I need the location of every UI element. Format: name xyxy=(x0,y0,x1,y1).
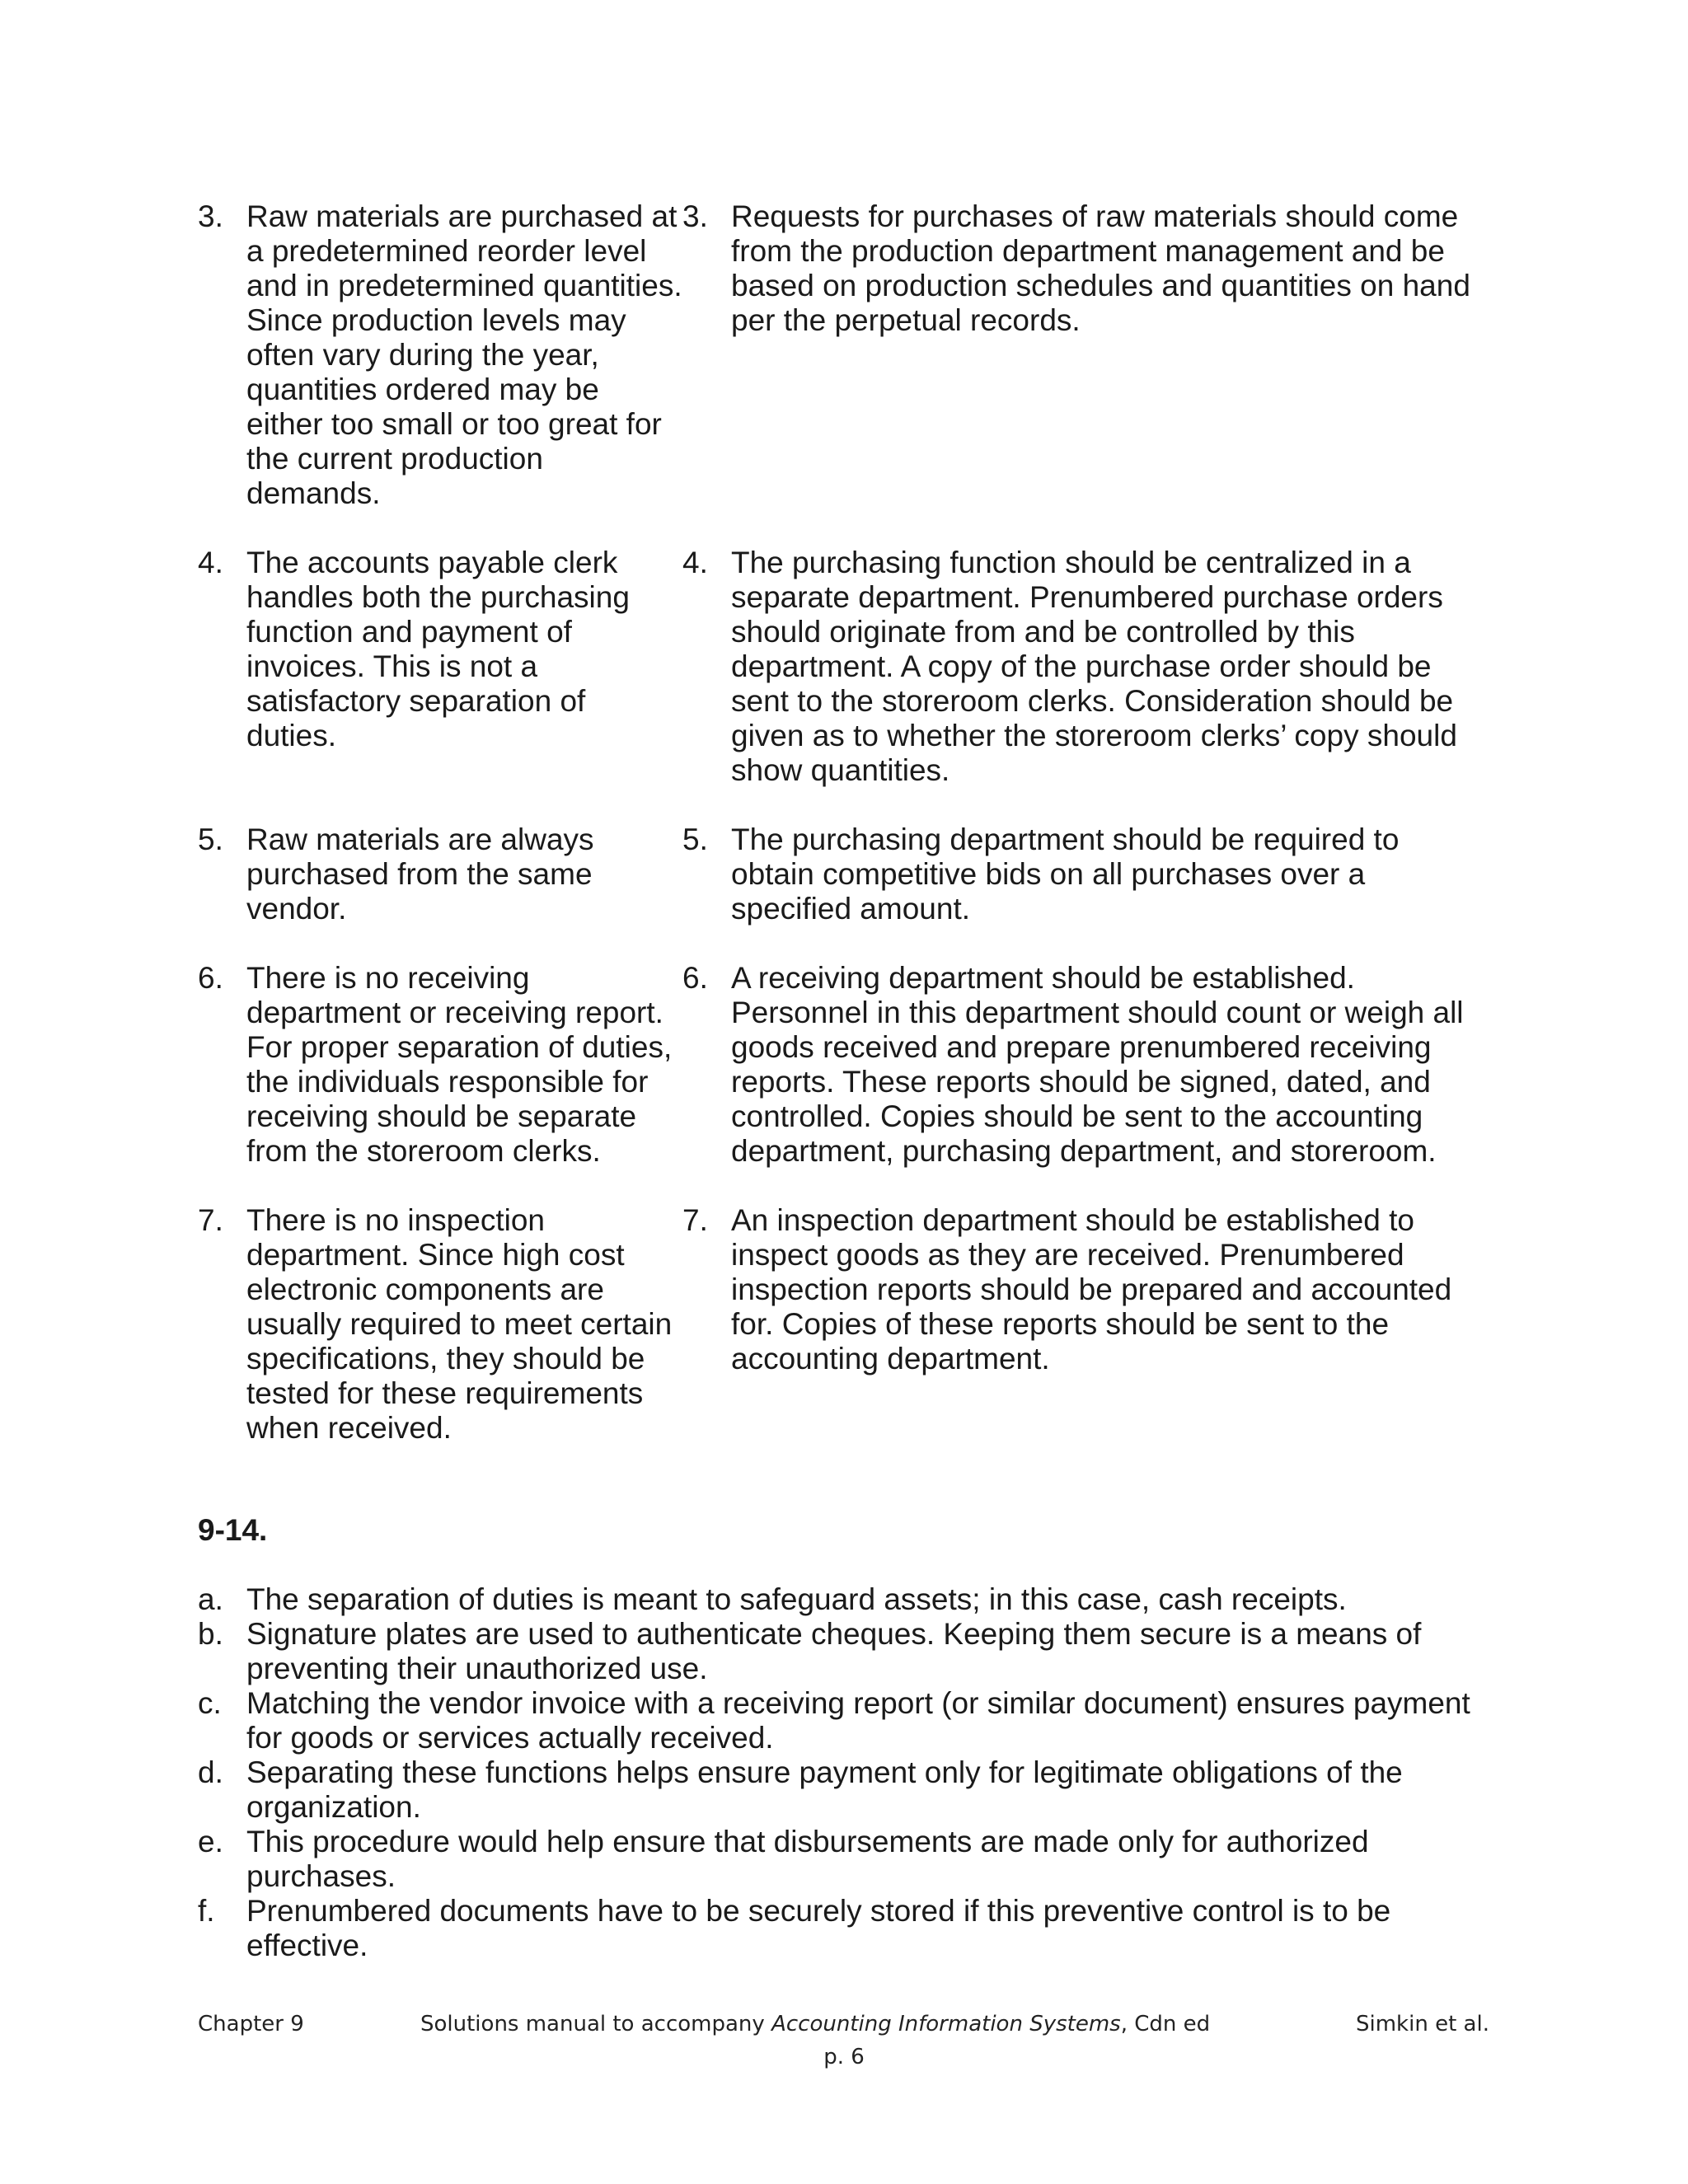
list-label: a. xyxy=(198,1582,223,1616)
weakness-cell xyxy=(198,961,682,1169)
item-number: 5. xyxy=(682,823,708,856)
list-item xyxy=(198,1894,1484,1963)
list-text: This procedure would help ensure that disbursements are made only for authorized purchases. xyxy=(246,1825,1369,1893)
item-number: 3. xyxy=(198,199,223,233)
list-item xyxy=(198,1617,1484,1686)
table-row xyxy=(198,961,1484,1169)
footer-edition: , Cdn ed xyxy=(1120,2012,1211,2036)
recommendation-cell xyxy=(682,1203,1474,1376)
list-label: b. xyxy=(198,1617,223,1651)
section-heading: 9-14. xyxy=(198,1513,268,1547)
list-text: Matching the vendor invoice with a receiving report (or similar document) ensures payment for goods or services actually received. xyxy=(246,1686,1470,1755)
weakness-text: The accounts payable clerk handles both the purchasing function and payment of invoices. This is not a satisfactory separation of duties. xyxy=(246,546,630,752)
footer-manual-prefix: Solutions manual to accompany xyxy=(420,2012,772,2036)
item-number: 7. xyxy=(198,1203,223,1237)
list-text: Prenumbered documents have to be securely stored if this preventive control is to be effective. xyxy=(246,1894,1391,1962)
control-weakness-table xyxy=(198,199,1484,1480)
weakness-cell xyxy=(198,199,682,511)
item-number: 3. xyxy=(682,199,708,233)
item-number: 5. xyxy=(198,823,223,856)
weakness-text: There is no inspection department. Since high cost electronic components are usually required to meet certain specifications, they should be tested for these requirements when received. xyxy=(246,1203,673,1445)
list-text: Separating these functions helps ensure payment only for legitimate obligations of the organization. xyxy=(246,1755,1403,1824)
table-row xyxy=(198,546,1484,788)
recommendation-text: The purchasing department should be required to obtain competitive bids on all purchases over a specified amount. xyxy=(731,823,1400,926)
item-number: 4. xyxy=(682,546,708,579)
weakness-text: There is no receiving department or receiving report. For proper separation of duties, the individuals responsible for receiving should be separate from the storeroom clerks. xyxy=(246,961,673,1168)
list-item xyxy=(198,1686,1484,1755)
footer-title xyxy=(420,2008,1210,2041)
weakness-cell xyxy=(198,1203,682,1446)
item-number: 4. xyxy=(198,546,223,579)
list-text: Signature plates are used to authenticate cheques. Keeping them secure is a means of preventing their unauthorized use. xyxy=(246,1617,1422,1685)
weakness-cell xyxy=(198,823,682,926)
answer-list xyxy=(198,1582,1484,1963)
recommendation-cell xyxy=(682,961,1474,1169)
list-label: e. xyxy=(198,1825,223,1858)
list-label: f. xyxy=(198,1894,215,1928)
recommendation-text: Requests for purchases of raw materials should come from the production department management and be based on production schedules and quantities on hand per the perpetual records. xyxy=(731,199,1470,337)
recommendation-text: The purchasing function should be centralized in a separate department. Prenumbered purchase orders should originate from and be controlled by this department. A copy of the purchase order should be sent to the storeroom clerks. Consideration should be given as to whether the storeroom clerks’ copy should show quantities. xyxy=(731,546,1457,787)
recommendation-cell xyxy=(682,199,1474,338)
table-row xyxy=(198,1203,1484,1446)
list-label: c. xyxy=(198,1686,222,1720)
weakness-cell xyxy=(198,546,682,753)
weakness-text: Raw materials are always purchased from the same vendor. xyxy=(246,823,594,926)
list-item xyxy=(198,1582,1484,1617)
recommendation-text: A receiving department should be established. Personnel in this department should count or weigh all goods received and prepare prenumbered receiving reports. These reports should be signed, dated, and controlled. Copies should be sent to the accounting department, purchasing department, and storeroom. xyxy=(731,961,1464,1168)
table-row xyxy=(198,199,1484,511)
item-number: 7. xyxy=(682,1203,708,1237)
item-number: 6. xyxy=(198,961,223,995)
recommendation-cell xyxy=(682,823,1474,926)
footer-authors: Simkin et al. xyxy=(1356,2012,1489,2036)
table-row xyxy=(198,823,1484,926)
list-label: d. xyxy=(198,1755,223,1789)
list-text: The separation of duties is meant to safeguard assets; in this case, cash receipts. xyxy=(246,1582,1347,1616)
list-item xyxy=(198,1825,1484,1894)
recommendation-cell xyxy=(682,546,1474,788)
item-number: 6. xyxy=(682,961,708,995)
page-number: p. 6 xyxy=(823,2045,865,2069)
footer-chapter: Chapter 9 xyxy=(198,2012,304,2036)
footer-book-title: Accounting Information Systems xyxy=(771,2012,1121,2036)
list-item xyxy=(198,1755,1484,1825)
recommendation-text: An inspection department should be established to inspect goods as they are received. Prenumbered inspection reports should be prepared and accounted for. Copies of these reports should be sent to the accounting department. xyxy=(731,1203,1452,1376)
weakness-text: Raw materials are purchased at a predetermined reorder level and in predetermined quantities. Since production levels may often vary during the year, quantities ordered may be either too small or too great for the current production demands. xyxy=(246,199,682,510)
